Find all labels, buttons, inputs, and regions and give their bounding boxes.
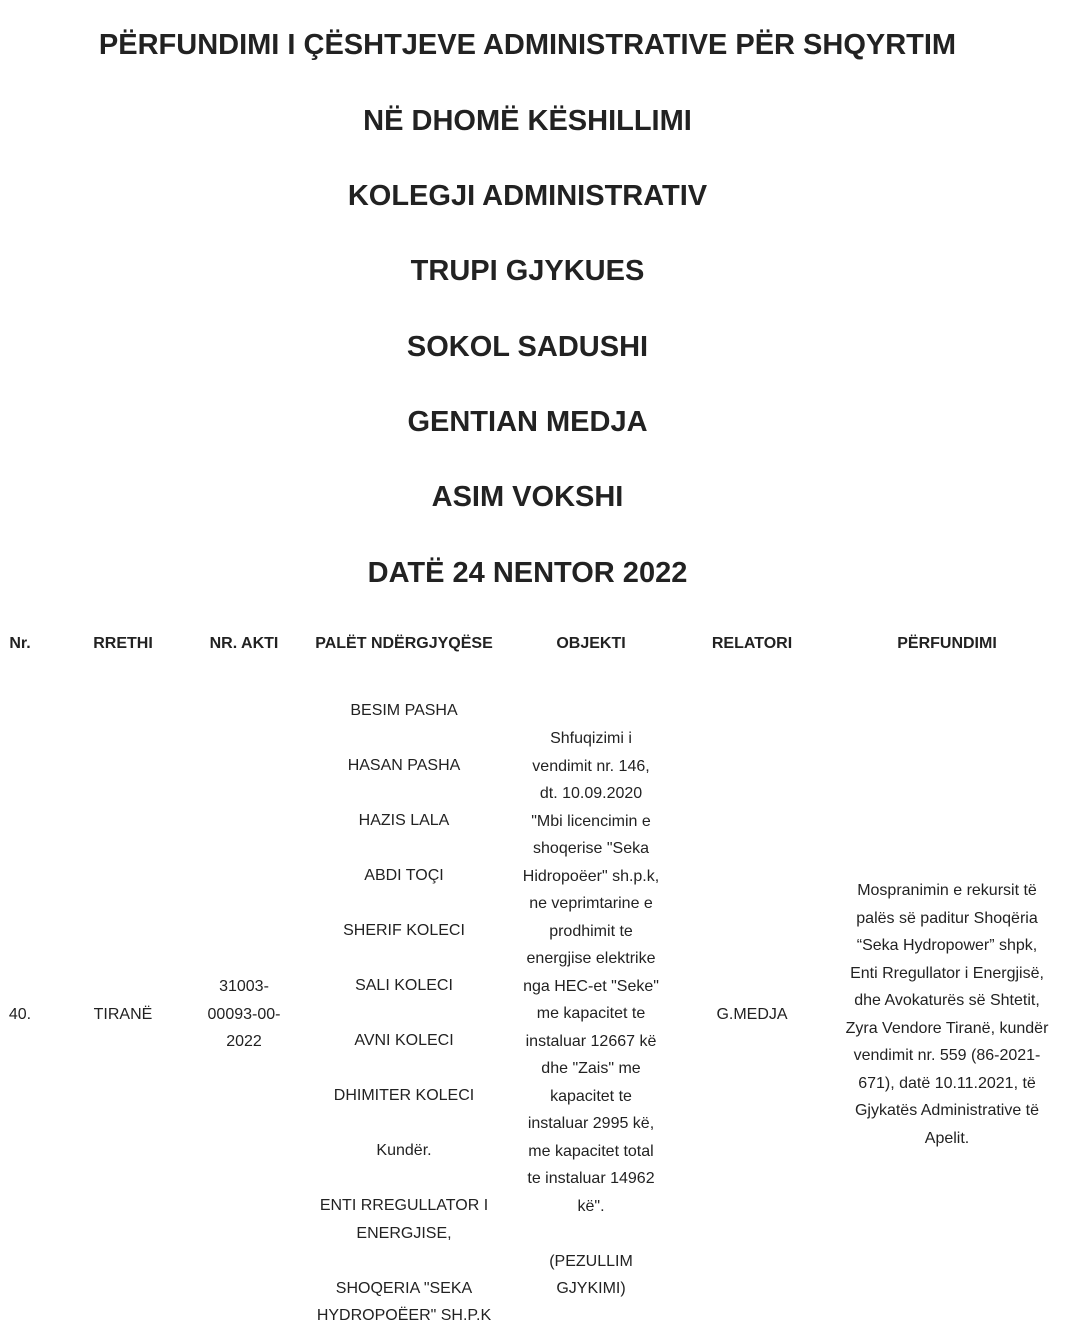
party-name: AVNI KOLECI <box>354 1032 454 1049</box>
case-object: Shfuqizimi i vendimit nr. 146, dt. 10.09.2020 "Mbi licencimin e shoqerise "Seka Hidropoëer" sh.p.k, ne veprimtarine e prodhimit te energjise elektrike nga HEC-et "Seke" me kapacitet te instaluar 12667 kë dhe "Zais" me kapacitet te instaluar 2995 kë, me kapacitet total te instaluar 14962 kë". (PEZULLIM GJYKIMI) <box>522 730 660 1297</box>
district: TIRANË <box>93 1006 153 1023</box>
column-header-relatori: RELATORI <box>711 635 793 652</box>
session-date: DATË 24 NENTOR 2022 <box>367 557 688 589</box>
party-name: HASAN PASHA <box>347 757 461 774</box>
column-header-perfundimi: PËRFUNDIMI <box>897 635 997 652</box>
judge-name: SOKOL SADUSHI <box>406 331 649 363</box>
party-name: HAZIS LALA <box>358 812 450 829</box>
chamber-heading: NË DHOMË KËSHILLIMI <box>363 105 692 137</box>
column-header-parties: PALËT NDËRGJYQËSE <box>315 635 493 652</box>
party-name: ENTI RREGULLATOR I ENERGJISE, <box>319 1197 489 1242</box>
column-header-nr-akti: NR. AKTI <box>209 635 279 652</box>
act-number: 31003- 00093-00- 2022 <box>207 978 281 1050</box>
case-number: 40. <box>8 1006 32 1023</box>
document-title: PËRFUNDIMI I ÇËSHTJEVE ADMINISTRATIVE PËR SHQYRTIM <box>98 29 957 61</box>
judge-name: ASIM VOKSHI <box>431 481 624 513</box>
party-name: SHOQERIA "SEKA HYDROPOËER" SH.P.K <box>316 1279 492 1324</box>
college-heading: KOLEGJI ADMINISTRATIV <box>347 180 708 212</box>
judge-name: GENTIAN MEDJA <box>407 406 648 438</box>
decision-text: Mospranimin e rekursit të palës së paditur Shoqëria “Seka Hydropower” shpk, Enti Rregullator i Energjisë, dhe Avokaturës së Shtetit, Zyra Vendore Tiranë, kundër vendimit nr. 559 (86-2021- 671), datë 10.11.2021, të Gjykatës Administrative të Apelit. <box>845 882 1049 1147</box>
versus-label: Kundër. <box>376 1142 432 1159</box>
column-header-objekti: OBJEKTI <box>556 635 626 652</box>
rapporteur: G.MEDJA <box>716 1006 788 1023</box>
party-name: DHIMITER KOLECI <box>333 1087 475 1104</box>
party-name: ABDI TOÇI <box>364 867 444 884</box>
party-name: SALI KOLECI <box>355 977 453 994</box>
column-header-nr: Nr. <box>9 635 31 652</box>
column-header-rrethi: RRETHI <box>93 635 153 652</box>
party-name: SHERIF KOLECI <box>343 922 465 939</box>
parties-list <box>314 697 494 1330</box>
panel-heading: TRUPI GJYKUES <box>410 255 645 287</box>
party-name: BESIM PASHA <box>350 702 458 719</box>
